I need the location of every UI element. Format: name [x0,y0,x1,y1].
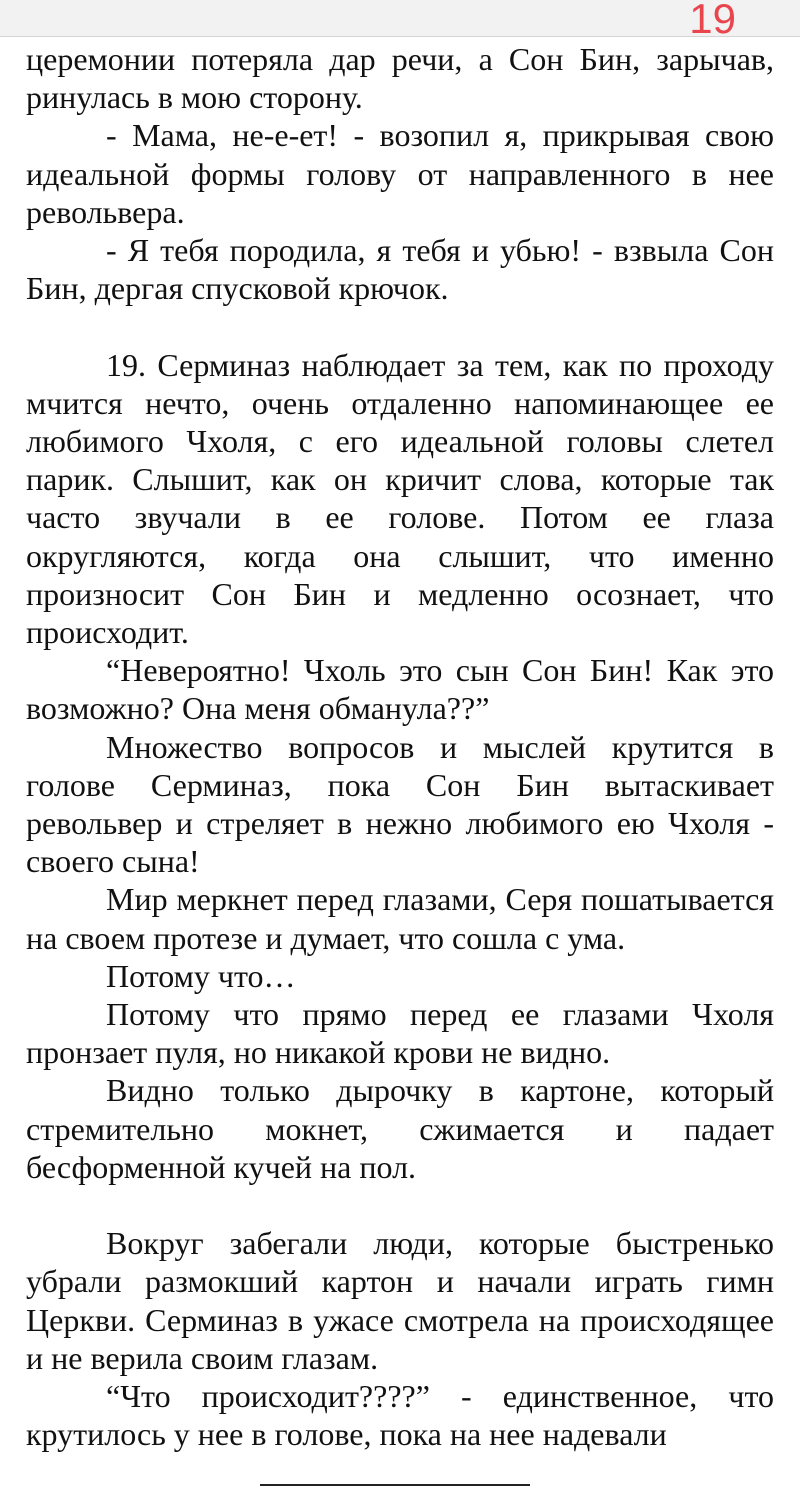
paragraph: - Я тебя породила, я тебя и убью! - взвыла Сон Бин, дергая спусковой крючок. [26,232,774,307]
paragraph: 19. Серминаз наблюдает за тем, как по проходу мчится нечто, очень отдаленно напоминающее ее любимого Чхоля, с его идеальной головы слетел парик. Слышит, как он кричит слова, которые так часто звучали в ее голове. Потом ее глаза округляются, когда она слышит, что именно произносит Сон Бин и медленно осознает, что происходит. [26,346,774,651]
document-body [26,40,774,1453]
paragraph: Видно только дырочку в картоне, который стремительно мокнет, сжимается и падает бесформенной кучей на пол. [26,1072,774,1185]
paragraph-spacer [26,307,774,345]
paragraph: Потому что… [106,957,296,994]
paragraph: “Невероятно! Чхоль это сын Сон Бин! Как это возможно? Она меня обманула??” [26,652,774,727]
text-underline-fragment [260,1484,530,1486]
paragraph: - Мама, не-е-ет! - возопил я, прикрывая свою идеальной формы голову от направленного в нее револьвера. [26,117,774,230]
paragraph: Мир меркнет перед глазами, Серя пошатывается на своем протезе и думает, что сошла с ума. [26,881,774,956]
paragraph: Вокруг забегали люди, которые быстренько убрали размокший картон и начали играть гимн Церкви. Серминаз в ужасе смотрела на происходящее и не верила своим глазам. [26,1225,774,1376]
top-bar [0,0,800,42]
paragraph-spacer [26,1186,774,1224]
paragraph: церемонии потеряла дар речи, а Сон Бин, зарычав, ринулась в мою сторону. [26,41,774,116]
paragraph: “Что происходит????” - единственное, что крутилось у нее в голове, пока на нее надевали [26,1378,774,1453]
page-number: 19 [689,0,736,42]
paragraph: Потому что прямо перед ее глазами Чхоля пронзает пуля, но никакой крови не видно. [26,996,774,1071]
paragraph: Множество вопросов и мыслей крутится в голове Серминаз, пока Сон Бин вытаскивает револьвер и стреляет в нежно любимого ею Чхоля - своего сына! [26,728,774,880]
